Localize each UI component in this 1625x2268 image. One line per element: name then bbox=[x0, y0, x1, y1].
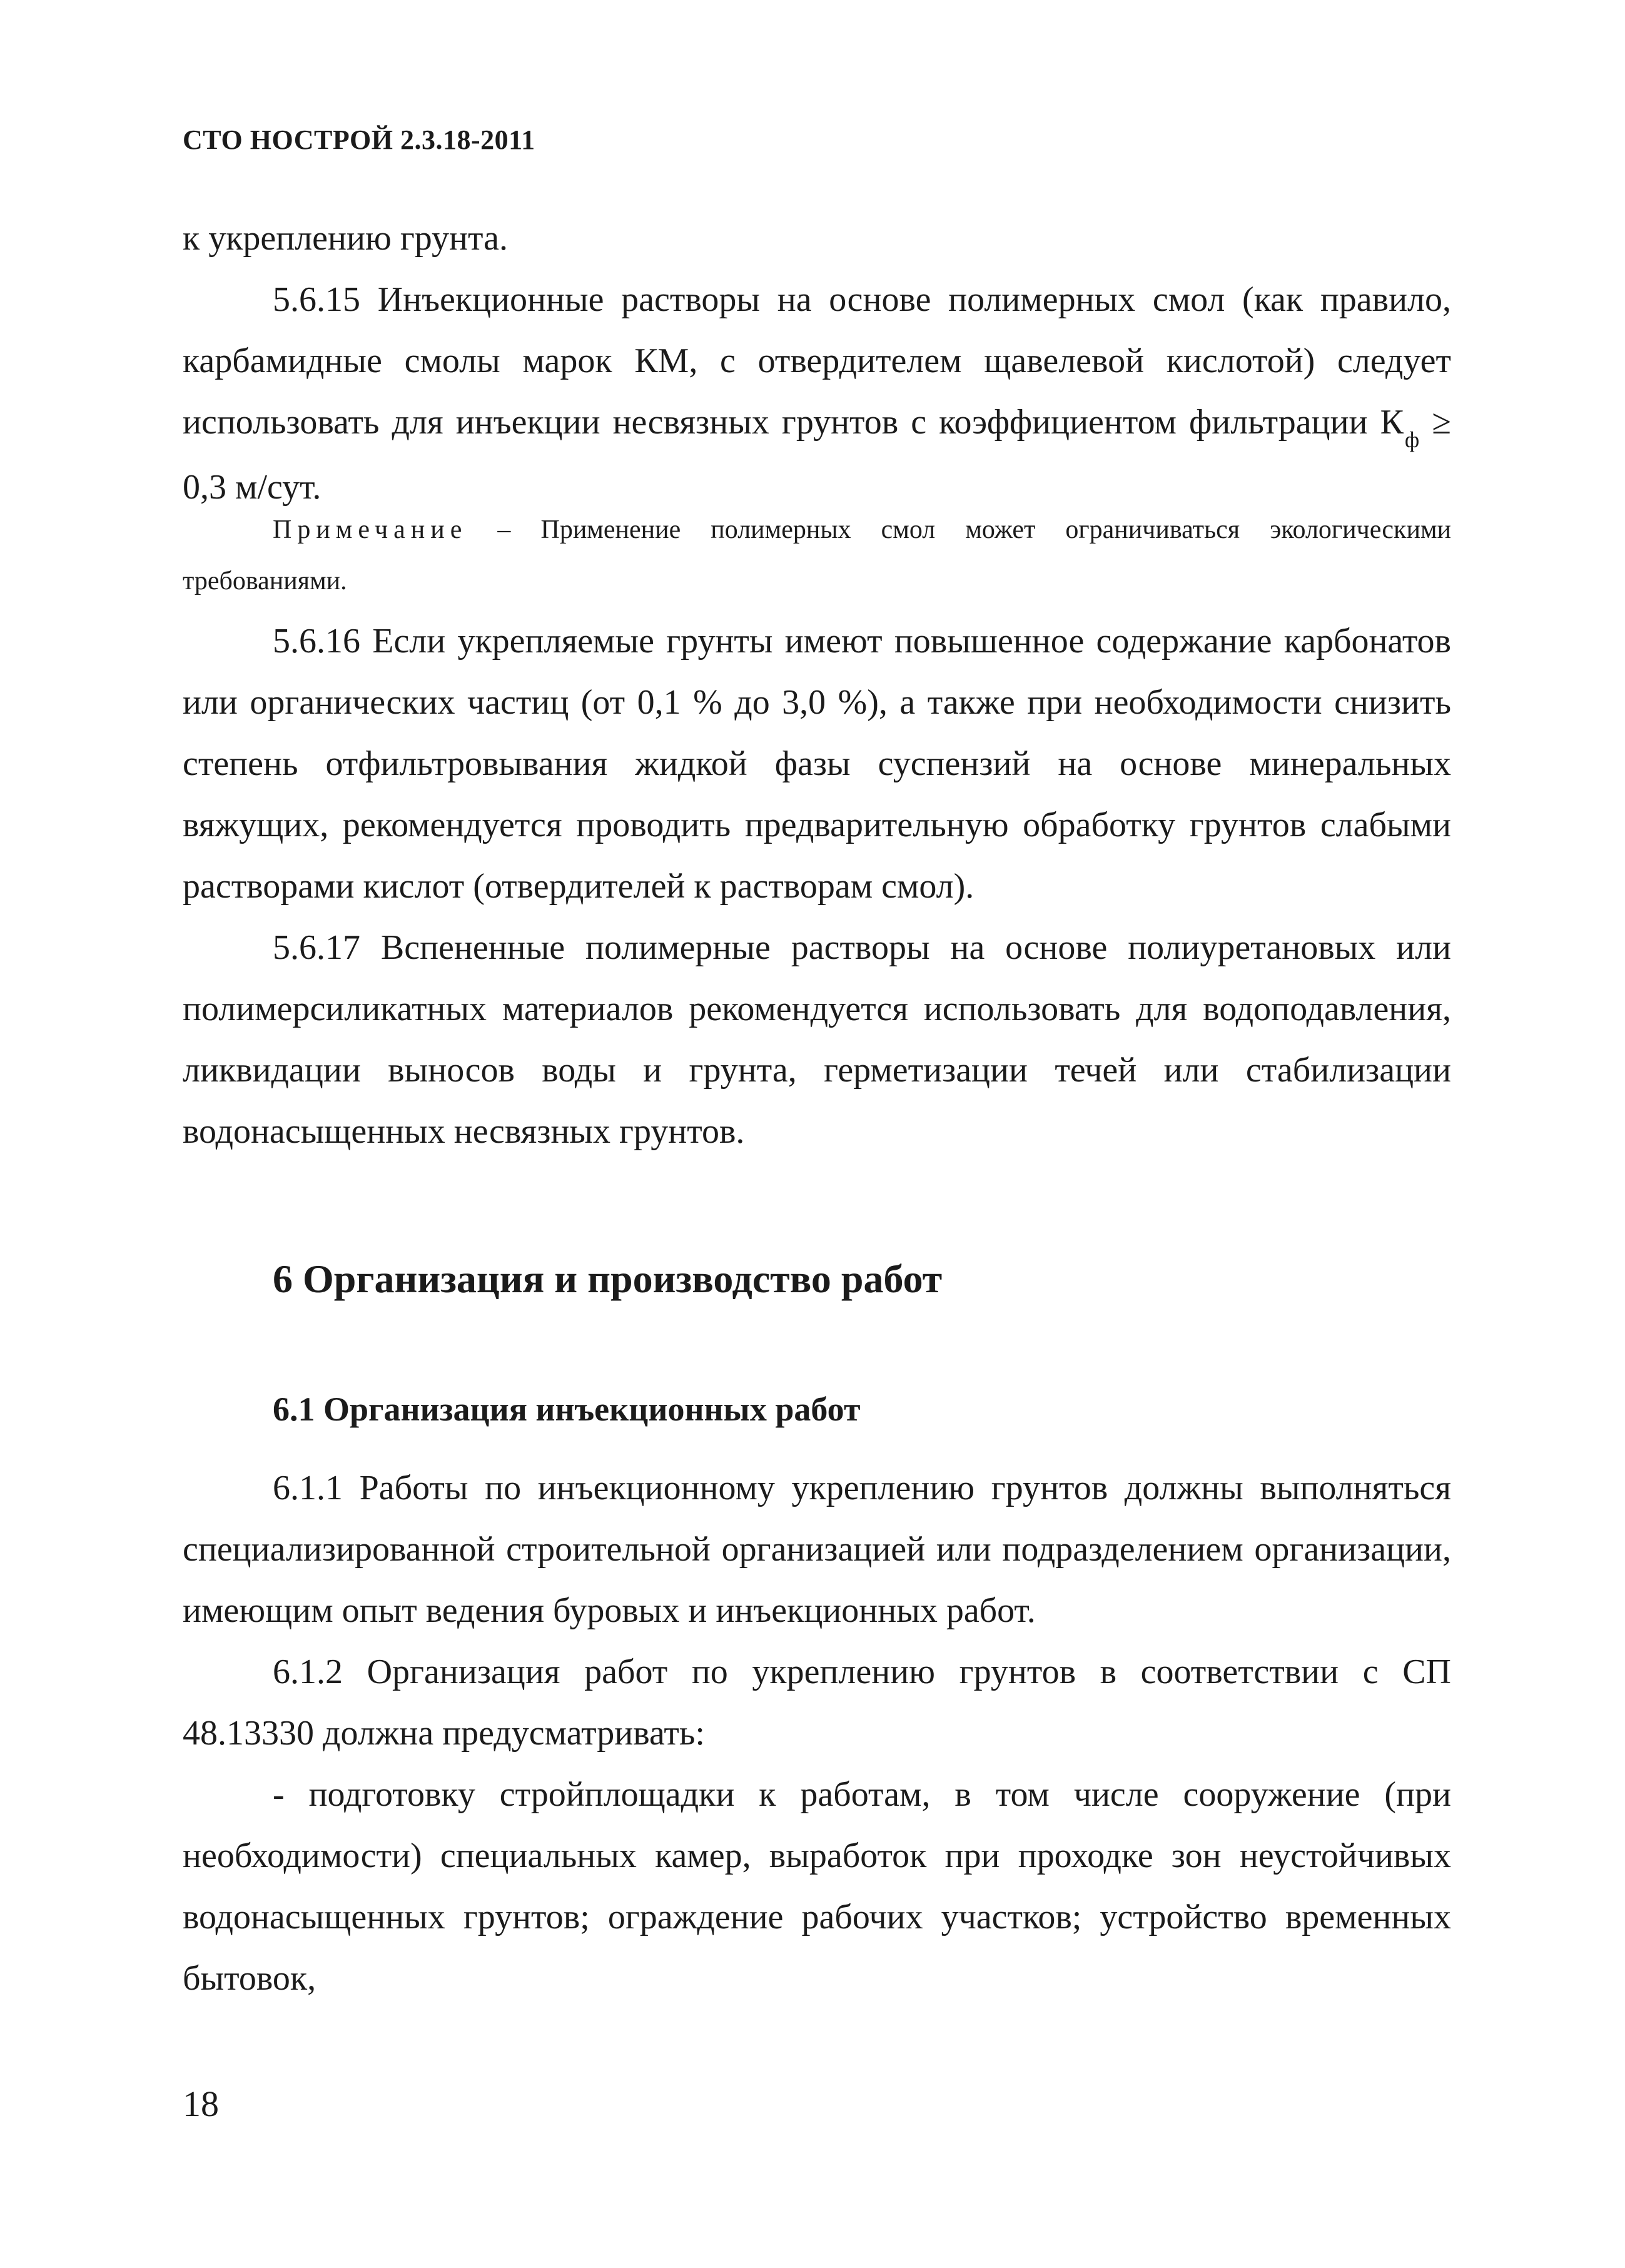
paragraph-5-6-16: 5.6.16 Если укрепляемые грунты имеют повышенное содержание карбонатов или органических частиц (от 0,1 % до 3,0 %), а также при необходимости снизить степень отфильтровывания жидкой фазы суспензий на основе минеральных вяжущих, рекомендуется проводить предварительную обработку грунтов слабыми растворами кислот (отвердителей к растворам смол). bbox=[183, 622, 1451, 906]
note-paragraph bbox=[183, 504, 1451, 607]
paragraph-5-6-15-text: 5.6.15 Инъекционные растворы на основе полимерных смол (как правило, карбамидные смолы марок КМ, с отвердителем щавелевой кислотой) следует использовать для инъекции несвязных грунтов с коэффициентом фильтрации bbox=[183, 280, 1451, 442]
body-block-5-6-16-17 bbox=[183, 610, 1451, 1162]
body-block-5-6-15 bbox=[183, 208, 1451, 518]
paragraph-5-6-17: 5.6.17 Вспененные полимерные растворы на основе полиуретановых или полимерсиликатных материалов рекомендуется использовать для водоподавления, ликвидации выносов воды и грунта, герметизации течей или стабилизации водонасыщенных несвязных грунтов. bbox=[183, 928, 1451, 1151]
page-number: 18 bbox=[183, 2083, 219, 2124]
paragraph-6-1-1: 6.1.1 Работы по инъекционному укреплению грунтов должны выполняться специализированной строительной организацией или подразделением организации, имеющим опыт ведения буровых и инъекционных работ. bbox=[183, 1469, 1451, 1630]
note-text: – Применение полимерных смол может ограничиваться экологическими требованиями. bbox=[183, 515, 1451, 595]
list-item-1: - подготовку стройплощадки к работам, в том числе сооружение (при необходимости) специальных камер, выработок при проходке зон неустойчивых водонасыщенных грунтов; ограждение рабочих участков; устройство временных бытовок, bbox=[183, 1775, 1451, 1998]
document-header-code: СТО НОСТРОЙ 2.3.18-2011 bbox=[183, 124, 535, 155]
paragraph-6-1-2: 6.1.2 Организация работ по укреплению грунтов в соответствии с СП 48.13330 должна предусматривать: bbox=[183, 1653, 1451, 1753]
body-block-6-1 bbox=[183, 1457, 1451, 2009]
formula-symbol: К bbox=[1380, 403, 1404, 442]
continuation-paragraph: к укреплению грунта. bbox=[183, 219, 509, 258]
formula-subscript: ф bbox=[1404, 427, 1420, 452]
formula-rest: ≥ 0,3 м/сут. bbox=[183, 403, 1452, 507]
note-label: Примечание bbox=[273, 515, 468, 544]
section-6-heading: 6 Организация и производство работ bbox=[273, 1257, 943, 1301]
subsection-6-1-heading: 6.1 Организация инъекционных работ bbox=[273, 1390, 861, 1428]
paragraph-5-6-15 bbox=[183, 269, 1451, 518]
